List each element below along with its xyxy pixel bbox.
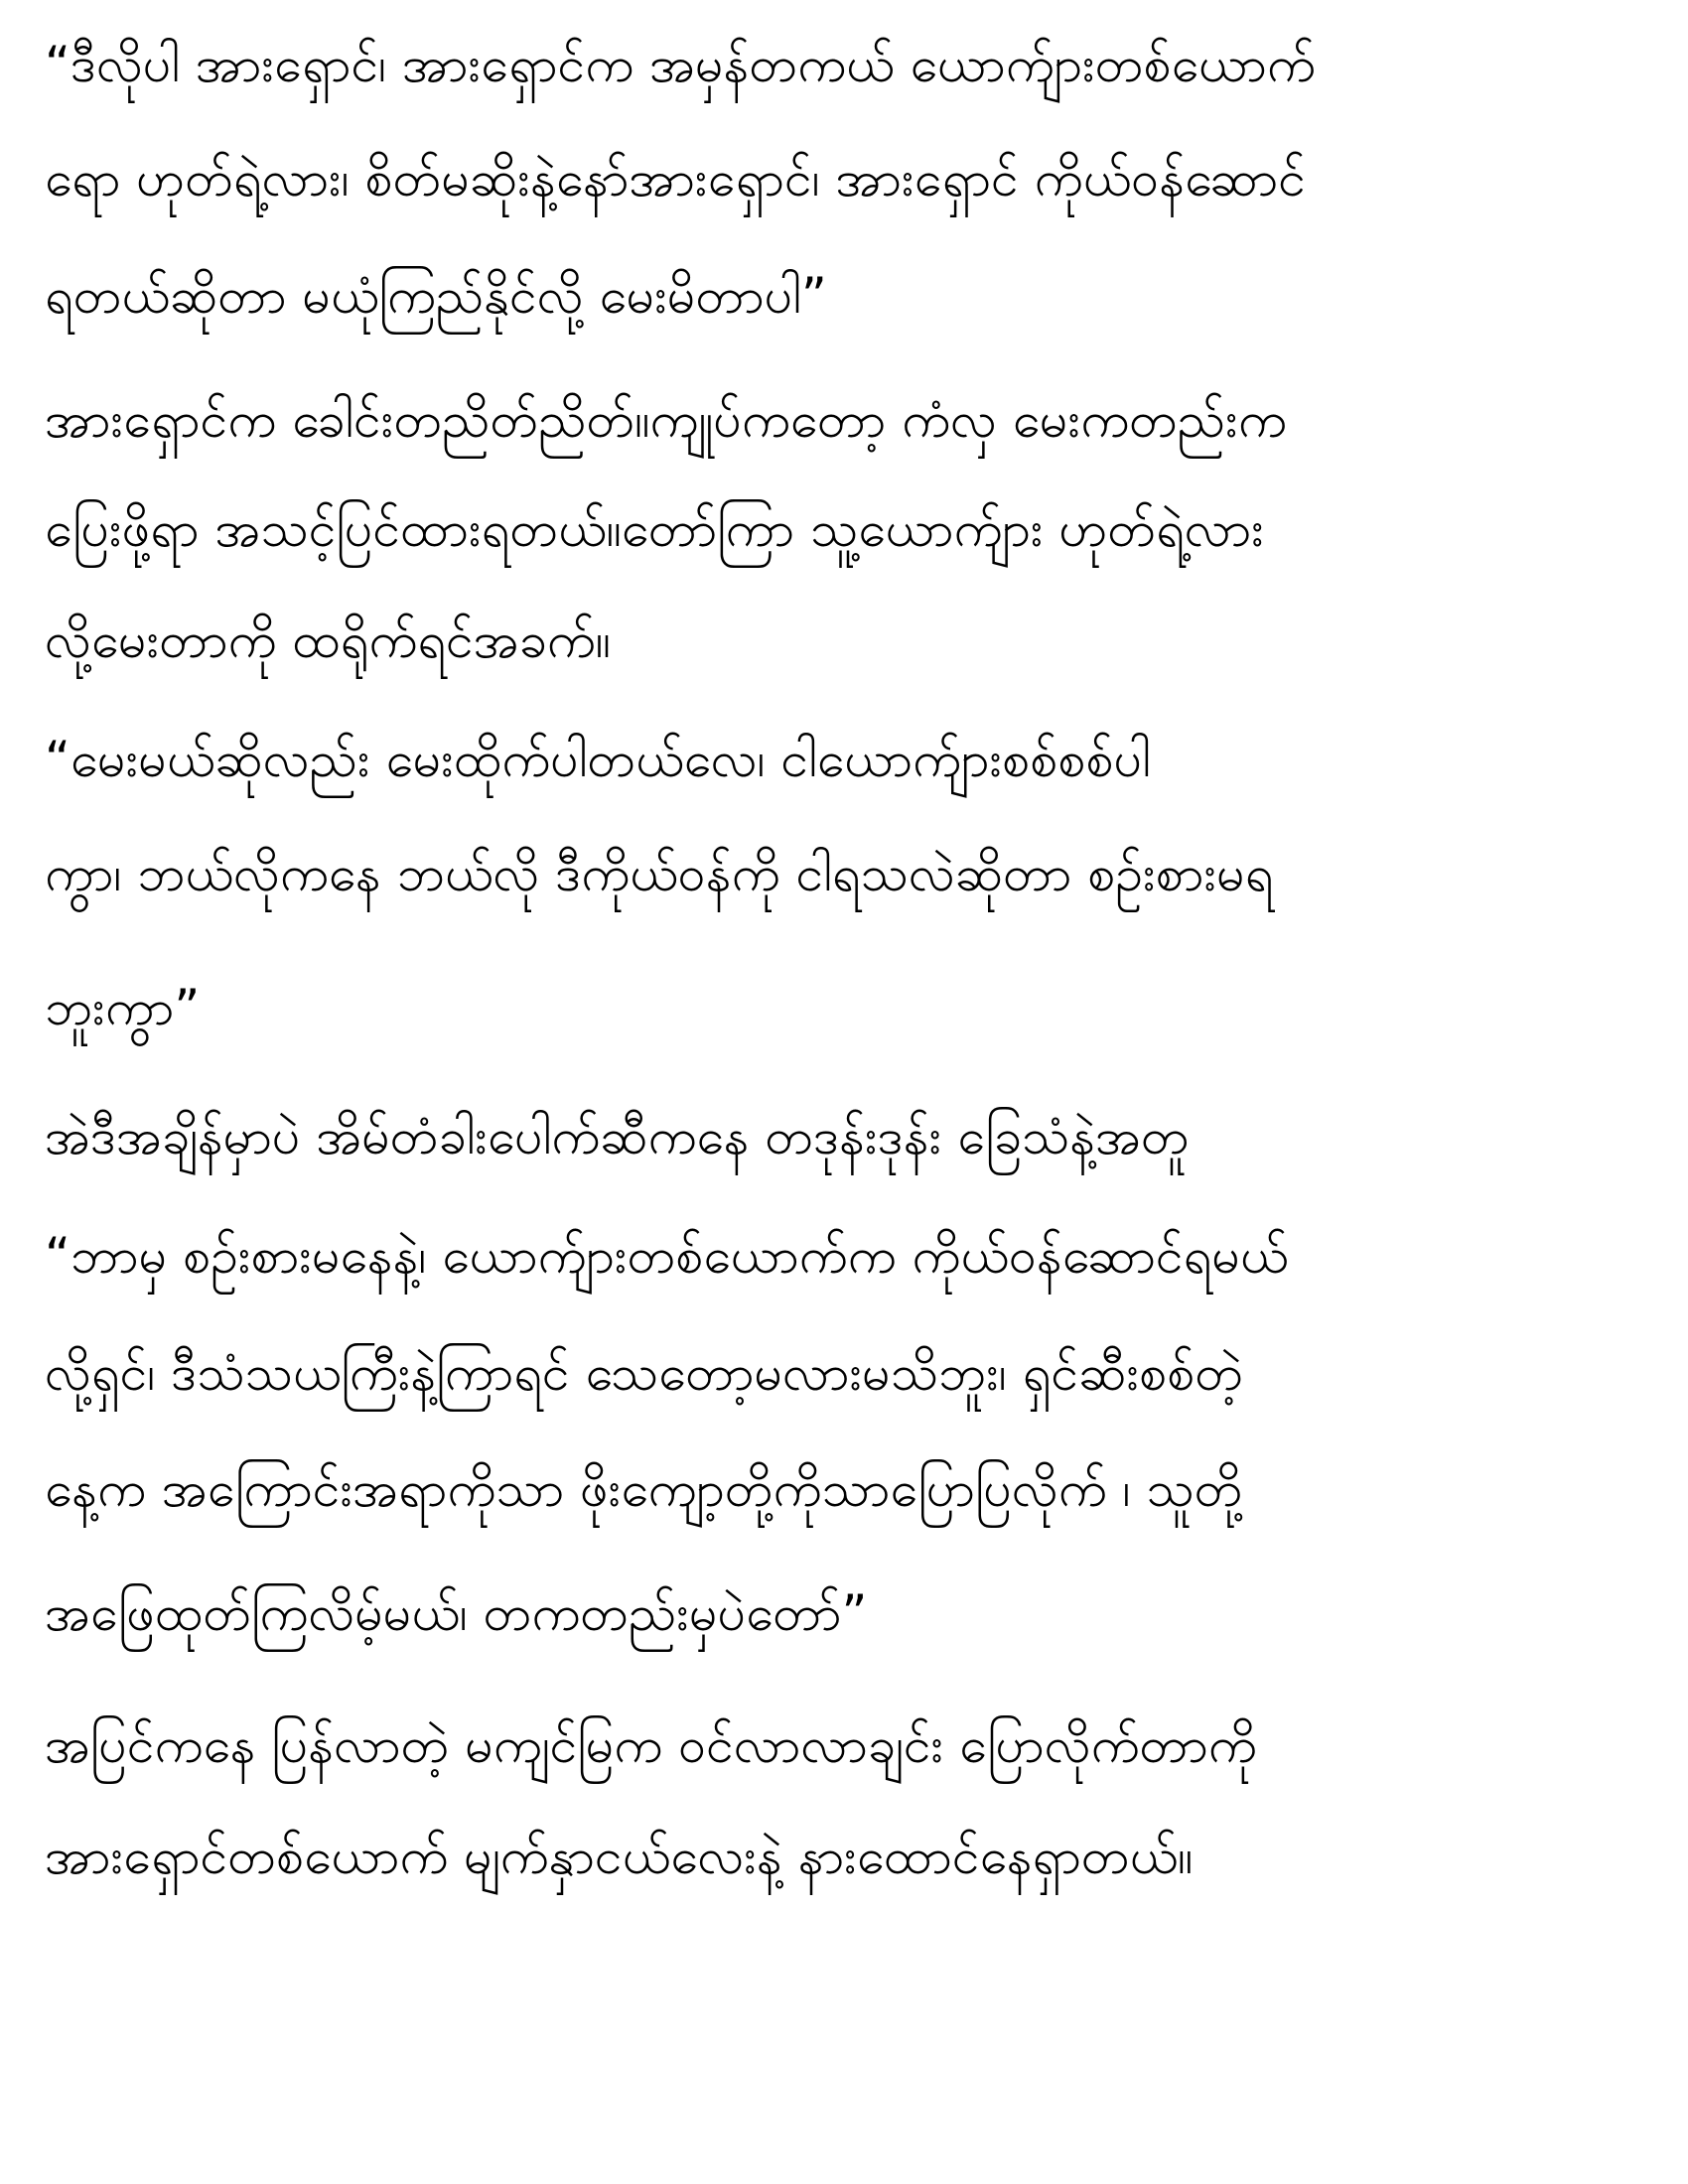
text-line: ရော ဟုတ်ရဲ့လား၊ စိတ်မဆိုးနဲ့နော်အားရှောင်၊ အားရှောင် ကိုယ်ဝန်ဆောင် [45, 150, 1306, 207]
text-line: ကွာ၊ ဘယ်လိုကနေ ဘယ်လို ဒီကိုယ်ဝန်ကို ငါရသလဲဆိုတာ စဉ်းစားမရ [45, 845, 1274, 902]
text-line: ပြေးဖို့ရာ အသင့်ပြင်ထားရတယ်။တော်ကြာ သူ့ယောက်ျား ဟုတ်ရဲ့လား [45, 500, 1264, 558]
text-line: အဲဒီအချိန်မှာပဲ အိမ်တံခါးပေါက်ဆီကနေ တဒုန်းဒုန်း ခြေသံနဲ့အတူ [45, 1108, 1190, 1165]
text-line: အဖြေထုတ်ကြလိမ့်မယ်၊ တကတည်းမှပဲတော်” [45, 1584, 868, 1642]
text-line: အပြင်ကနေ ပြန်လာတဲ့ မကျင်မြက ဝင်လာလာချင်း ပြောလိုက်တာကို [45, 1716, 1257, 1774]
text-line: “ဒီလိုပါ အားရှောင်၊ အားရှောင်က အမှန်တကယ် ယောက်ျားတစ်ယောက် [45, 36, 1316, 93]
text-line: ဘူးကွာ” [45, 979, 201, 1036]
text-line: နေ့က အကြောင်းအရာကိုသာ ဖိုးကျော့တို့ကိုသာပြောပြလိုက် ၊ သူတို့ [45, 1460, 1243, 1518]
text-line: ရတယ်ဆိုတာ မယုံကြည်နိုင်လို့ မေးမိတာပါ” [45, 267, 827, 325]
text-line: အားရှောင်တစ်ယောက် မျက်နှာငယ်လေးနဲ့ နားထောင်နေရှာတယ်။ [45, 1828, 1194, 1885]
text-line: “ဘာမှ စဉ်းစားမနေနဲ့၊ ယောက်ျားတစ်ယောက်က ကိုယ်ဝန်ဆောင်ရမယ် [45, 1227, 1289, 1285]
text-line: လို့ရှင်၊ ဒီသံသယကြီးနဲ့ကြာရင် သေတော့မလားမသိဘူး၊ ရှင်ဆီးစစ်တဲ့ [45, 1344, 1244, 1402]
text-line: “မေးမယ်ဆိုလည်း မေးထိုက်ပါတယ်လေ၊ ငါယောက်ျားစစ်စစ်ပါ [45, 731, 1151, 788]
text-line: အားရှောင်က ခေါင်းတညိတ်ညိတ်။ကျုပ်ကတော့ ကံလှ မေးကတည်းက [45, 391, 1287, 449]
text-line: လို့မေးတာကို ထရိုက်ရင်အခက်။ [45, 612, 611, 669]
